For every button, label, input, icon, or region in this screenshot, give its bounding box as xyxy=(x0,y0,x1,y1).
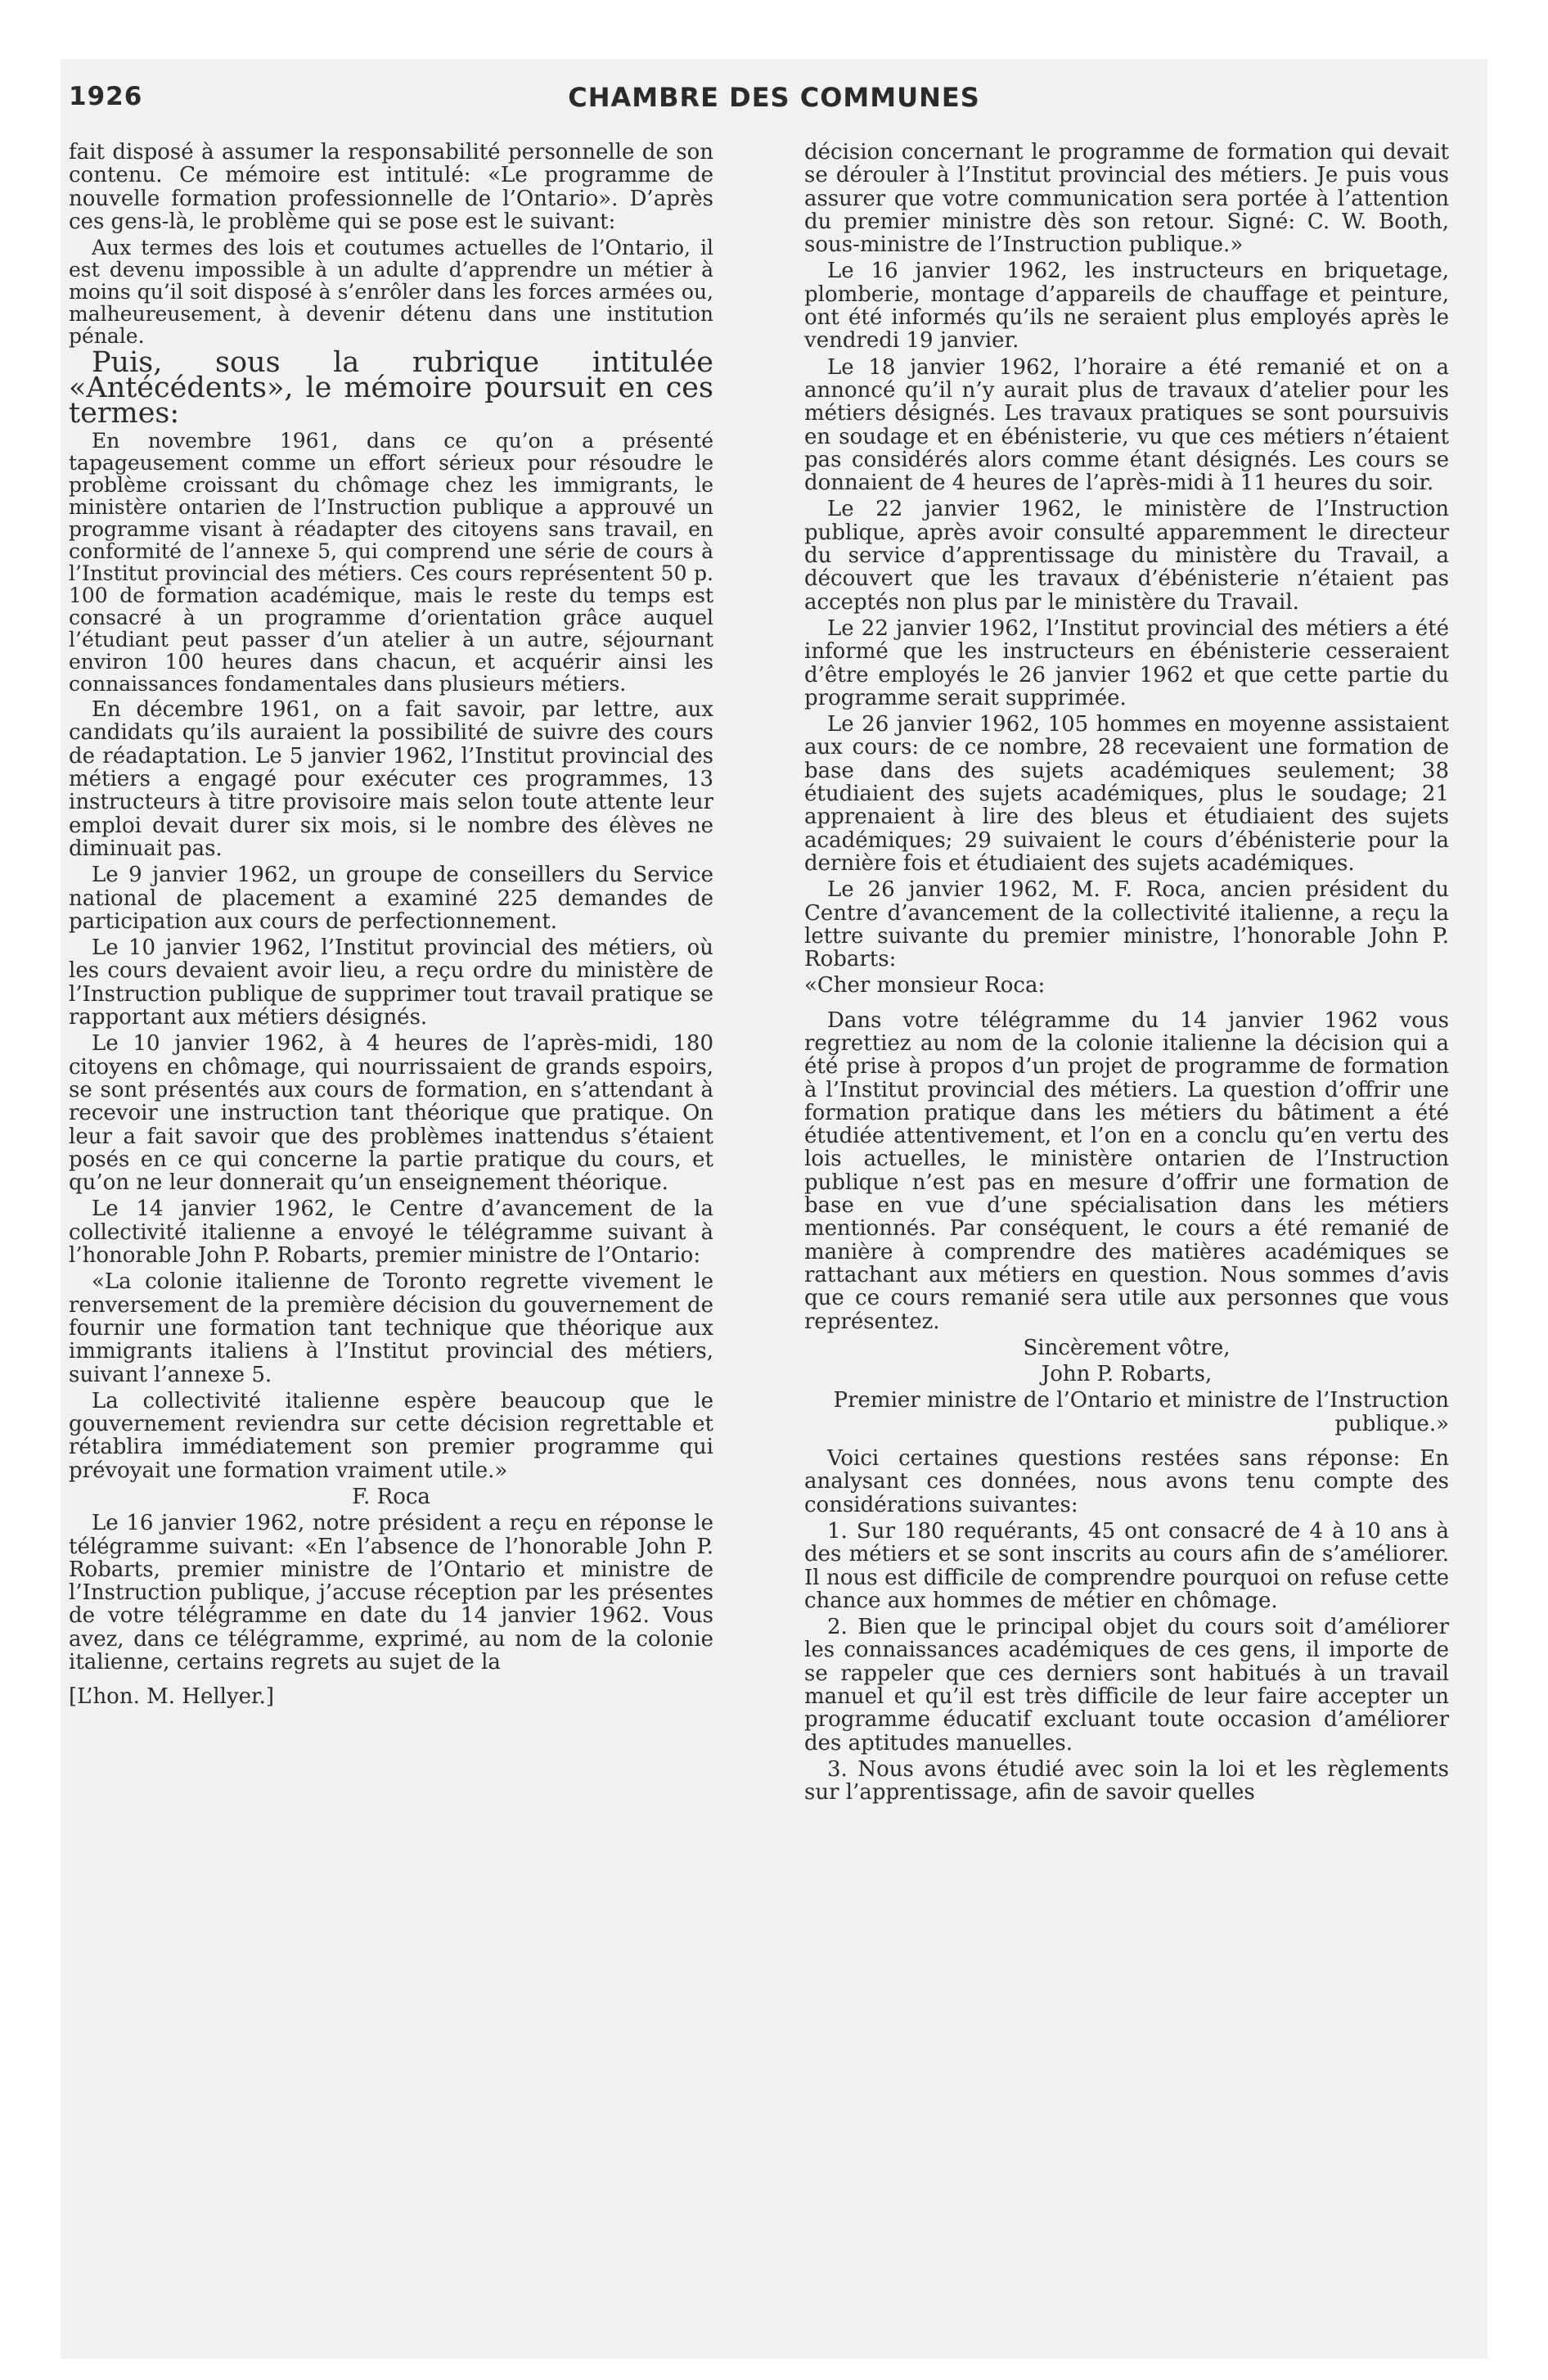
paragraph: fait disposé à assumer la responsabilité personnelle de son contenu. Ce mémoire est intitulé: «Le programme de nouvelle formation professionnelle de l’Ontario». D’après ces gens-là, le problème qui se pose est le suivant: xyxy=(69,140,713,234)
paragraph: Le 22 janvier 1962, l’Institut provincial des métiers a été informé que les instructeurs en ébénisterie cesseraient d’être employés le 26 janvier 1962 et que cette partie du programme serait supprimée. xyxy=(804,615,1449,710)
paragraph: Le 18 janvier 1962, l’horaire a été remanié et on a annoncé qu’il n’y aurait plus de travaux d’atelier pour les métiers désignés. Les travaux pratiques se sont poursuivis en soudage et en ébénisterie, vu que ces métiers n’étaient pas considérés alors comme étant désignés. Les cours se donnaient de 4 heures de l’après-midi à 11 heures du soir. xyxy=(804,354,1449,496)
paragraph: Le 14 janvier 1962, le Centre d’avancement de la collectivité italienne a envoyé le télégramme suivant à l’honorable John P. Robarts, premier ministre de l’Ontario: xyxy=(69,1197,713,1269)
paragraph: Le 26 janvier 1962, M. F. Roca, ancien président du Centre d’avancement de la collectivité italienne, a reçu la lettre suivante du premier ministre, l’honorable John P. Robarts: xyxy=(804,877,1449,972)
left-column xyxy=(69,141,713,1712)
page-number: 1926 xyxy=(69,82,143,111)
list-item: 1. Sur 180 requérants, 45 ont consacré de 4 à 10 ans à des métiers et se sont inscrits au cours afin de s’améliorer. Il nous est difficile de comprendre pourquoi on refuse cette chance aux hommes de métier en chômage. xyxy=(804,1518,1449,1613)
signature-name: John P. Robarts, xyxy=(1041,1362,1213,1387)
paragraph: Le 10 janvier 1962, l’Institut provincial des métiers, où les cours devaient avoir lieu, a reçu ordre du ministère de l’Instruction publique de supprimer tout travail pratique se rapportant aux métiers désignés. xyxy=(69,935,713,1030)
paragraph: décision concernant le programme de formation qui devait se dérouler à l’Institut provincial des métiers. Je puis vous assurer que votre communication sera portée à l’attention du premier ministre dès son retour. Signé: C. W. Booth, sous-ministre de l’Instruction publique.» xyxy=(804,140,1449,258)
signature-title: Premier ministre de l’Ontario et ministre de l’Instruction publique.» xyxy=(833,1388,1449,1436)
signature: F. Roca xyxy=(352,1484,430,1509)
paragraph: Puis, sous la rubrique intitulée «Antécédents», le mémoire poursuit en ces termes: xyxy=(69,346,713,430)
paragraph: «La colonie italienne de Toronto regrette vivement le renversement de la première décision du gouvernement de fournir une formation tant technique que théorique aux immigrants italiens à l’Institut provincial des métiers, suivant l’annexe 5. xyxy=(69,1269,713,1387)
closing: Sincèrement vôtre, xyxy=(1023,1335,1231,1360)
list-item: 3. Nous avons étudié avec soin la loi et les règlements sur l’apprentissage, afin de savoir quelles xyxy=(804,1756,1449,1805)
list-item: 2. Bien que le principal objet du cours soit d’améliorer les connaissances académiques de ces gens, il importe de se rappeler que ces derniers sont habitués à un travail manuel et qu’il est très difficile de leur faire accepter un programme éducatif excluant toute occasion d’améliorer des aptitudes manuelles. xyxy=(804,1615,1449,1756)
paragraph: Voici certaines questions restées sans réponse: En analysant ces données, nous avons tenu compte des considérations suivantes: xyxy=(804,1446,1449,1517)
speaker-attribution: [L’hon. M. Hellyer.] xyxy=(69,1684,275,1710)
paragraph: Dans votre télégramme du 14 janvier 1962 vous regrettiez au nom de la colonie italienne la décision qui a été prise à propos d’un projet de programme de formation à l’Institut provincial des métiers. La question d’offrir une formation pratique dans les métiers du bâtiment a été étudiée attentivement, et l’on en a conclu qu’en vertu des lois actuelles, le ministère ontarien de l’Instruction publique n’est pas en mesure d’offrir une formation de base en vue d’une spécialisation dans les métiers mentionnés. Par conséquent, le cours a été remanié de manière à comprendre des matières académiques se rattachant aux métiers en question. Nous sommes d’avis que ce cours remanié sera utile aux personnes que vous représentez. xyxy=(804,1007,1449,1334)
salutation: «Cher monsieur Roca: xyxy=(804,973,1046,998)
paragraph: Le 9 janvier 1962, un groupe de conseillers du Service national de placement a examiné 225 demandes de participation aux cours de perfectionnement. xyxy=(69,863,713,934)
quote-paragraph: Aux termes des lois et coutumes actuelles de l’Ontario, il est devenu impossible à un adulte d’apprendre un métier à moins qu’il soit disposé à s’enrôler dans les forces armées ou, malheureusement, à devenir détenu dans une institution pénale. xyxy=(69,236,713,349)
paragraph: Le 22 janvier 1962, le ministère de l’Instruction publique, après avoir consulté apparemment le directeur du service d’apprentissage du ministère du Travail, a découvert que les travaux d’ébénisterie n’étaient pas acceptés non plus par le ministère du Travail. xyxy=(804,497,1449,615)
paragraph: Le 26 janvier 1962, 105 hommes en moyenne assistaient aux cours: de ce nombre, 28 recevaient une formation de base dans des sujets académiques seulement; 38 étudiaient des sujets académiques, plus le soudage; 21 apprenaient à lire des bleus et étudiaient des sujets académiques; 29 suivaient le cours d’ébénisterie pour la dernière fois et étudiaient des sujets académiques. xyxy=(804,712,1449,876)
paragraph: Le 10 janvier 1962, à 4 heures de l’après-midi, 180 citoyens en chômage, qui nourrissaient de grands espoirs, se sont présentés aux cours de formation, en s’attendant à recevoir une instruction tant théorique que pratique. On leur a fait savoir que des problèmes inattendus s’étaient posés en ce qui concerne la partie pratique du cours, et qu’on ne leur donnerait qu’un enseignement théorique. xyxy=(69,1031,713,1196)
running-head: CHAMBRE DES COMMUNES xyxy=(568,82,980,113)
quote-paragraph: En novembre 1961, dans ce qu’on a présenté tapageusement comme un effort sérieux pour résoudre le problème croissant du chômage chez les immigrants, le ministère ontarien de l’Instruction publique a approuvé un programme visant à réadapter des citoyens sans travail, en conformité de l’annexe 5, qui comprend une série de cours à l’Institut provincial des métiers. Ces cours représentent 50 p. 100 de formation académique, mais le reste du temps est consacré à un programme d’orientation grâce auquel l’étudiant peut passer d’un atelier à un autre, séjournant environ 100 heures dans chacun, et acquérir ainsi les connaissances fondamentales dans plusieurs métiers. xyxy=(69,429,713,696)
paragraph: Le 16 janvier 1962, notre président a reçu en réponse le télégramme suivant: «En l’absence de l’honorable John P. Robarts, premier ministre de l’Ontario et ministre de l’Instruction publique, j’accuse réception par les présentes de votre télégramme en date du 14 janvier 1962. Vous avez, dans ce télégramme, exprimé, au nom de la colonie italienne, certains regrets au sujet de la xyxy=(69,1511,713,1675)
paragraph: Le 16 janvier 1962, les instructeurs en briquetage, plomberie, montage d’appareils de chauffage et peinture, ont été informés qu’ils ne seraient plus employés après le vendredi 19 janvier. xyxy=(804,259,1449,354)
right-column xyxy=(804,141,1449,1807)
paragraph: En décembre 1961, on a fait savoir, par lettre, aux candidats qu’ils auraient la possibilité de suivre des cours de réadaptation. Le 5 janvier 1962, l’Institut provincial des métiers a engagé pour exécuter ces programmes, 13 instructeurs à titre provisoire mais selon toute attente leur emploi devait durer six mois, si le nombre des élèves ne diminuait pas. xyxy=(69,697,713,861)
paragraph: La collectivité italienne espère beaucoup que le gouvernement reviendra sur cette décision regrettable et rétablira immédiatement son premier programme qui prévoyait une formation vraiment utile.» xyxy=(69,1388,713,1483)
